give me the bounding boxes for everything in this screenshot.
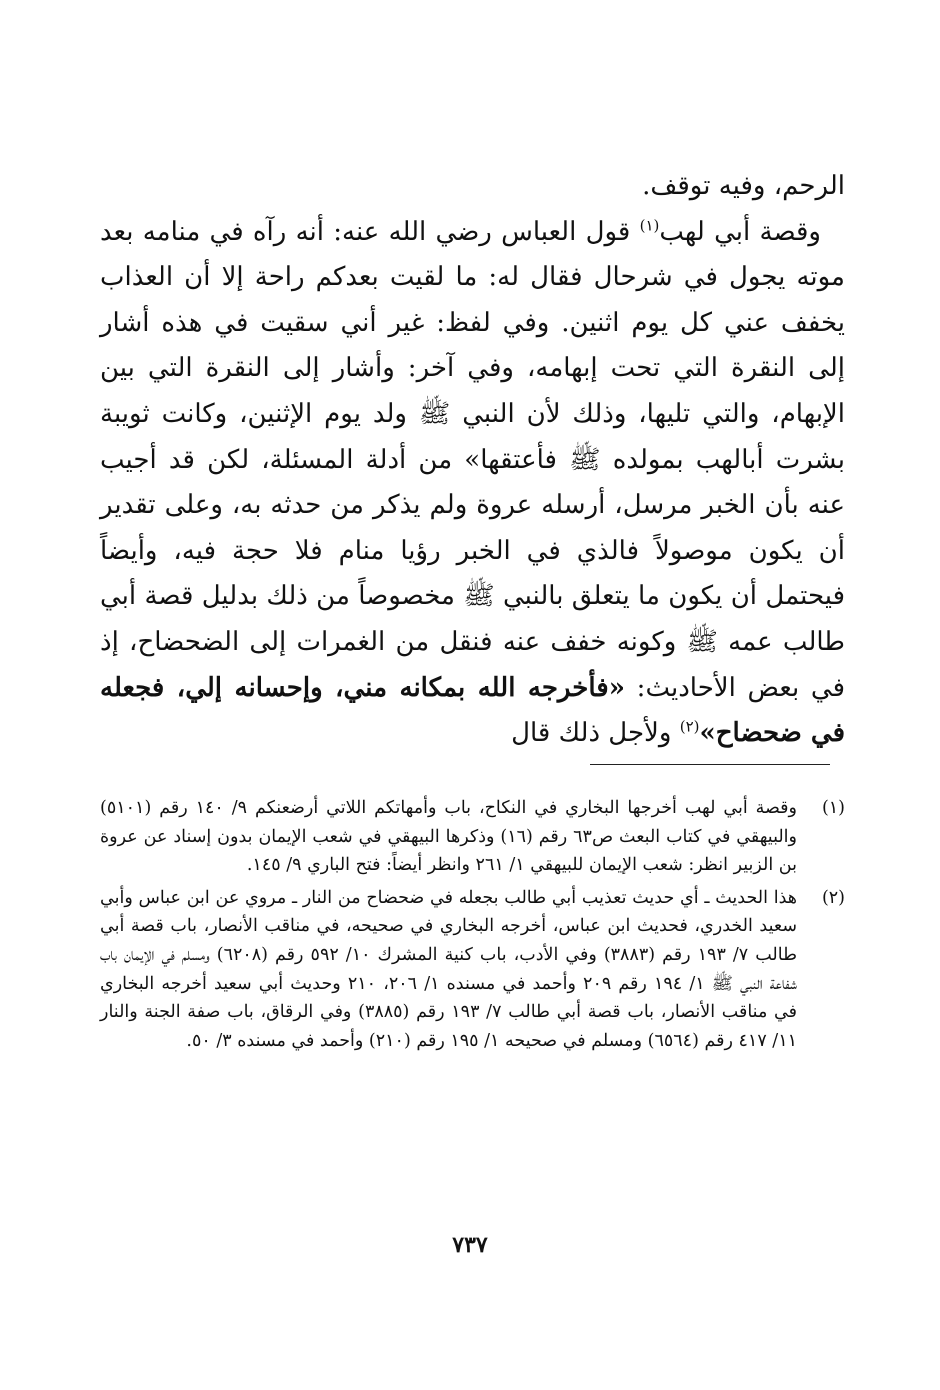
paragraph-2-part-2: قول العباس رضي الله عنه: أنه رآه في منامه بعد موته يجول في شرحال فقال له: ما لقيت بعدكم راحة إلا أن العذاب يخفف عني كل يوم اثنين. وفي لفظ: غير أني سقيت في هذه أشار إلى النقرة التي تحت إبهامه، وفي آخر: وأشار إلى النقرة التي بين الإبهام، والتي تليها، وذلك لأن النبي ﷺ ولد يوم الإثنين، وكانت ثويبة بشرت أبالهب بمولده ﷺ فأعتقها» من أدلة المسئلة، لكن قد أجيب عنه بأن الخبر مرسل، أرسله عروة ولم يذكر من حدثه به، وعلى تقدير أن يكون موصولاً فالذي في الخبر رؤيا منام فلا حجة فيه، وأيضاً فيحتمل أن يكون ما يتعلق بالنبي ﷺ مخصوصاً من ذلك بدليل قصة أبي طالب عمه ﷺ وكونه خفف عنه فنقل من الغمرات إلى الضحضاح، إذ في بعض الأحاديث: xyxy=(100,216,845,703)
paragraph-2 xyxy=(100,210,845,757)
paragraph-1: الرحم، وفيه توقف. xyxy=(642,171,845,201)
footnote-2-number: (٢) xyxy=(821,887,845,908)
paragraph-2-part-3: ولأجل ذلك قال xyxy=(511,718,680,749)
footnote-1 xyxy=(100,794,845,880)
footnote-divider xyxy=(590,764,830,765)
main-text-body xyxy=(100,164,845,757)
footnote-ref-1[interactable]: (١) xyxy=(639,215,660,234)
footnote-1-text: وقصة أبي لهب أخرجها البخاري في النكاح، باب وأمهاتكم اللاتي أرضعنكم ٩/ ١٤٠ رقم (٥١٠١) والبيهقي في كتاب البعث ص٦٣ رقم (١٦) وذكرها البيهقي في شعب الإيمان بدون إسناد عن عروة بن الزبير انظر: شعب الإيمان للبيهقي ١/ ٢٦١ وانظر أيضاً: فتح الباري ٩/ ١٤٥. xyxy=(100,798,797,876)
footnote-2-text: هذا الحديث ـ أي حديث تعذيب أبي طالب بجعله في ضحضاح من النار ـ مروي عن ابن عباس وأبي سعيد الخدري، فحديث ابن عباس، أخرجه البخاري في صحيحه، في مناقب الأنصار، باب قصة أبي طالب ٧/ ١٩٣ رقم (٣٨٨٣) وفي الأدب، باب كنية المشرك ١٠/ ٥٩٢ رقم (٦٢٠٨) ومسلم في الإيمان باب شفاعة النبي ﷺ ١/ ١٩٤ رقم ٢٠٩ وأحمد في مسنده ١/ ٢٠٦، ٢١٠ وحديث أبي سعيد أخرجه البخاري في مناقب الأنصار، باب قصة أبي طالب ٧/ ١٩٣ رقم (٣٨٨٥) وفي الرقاق، باب صفة الجنة والنار ١١/ ٤١٧ رقم (٦٥٦٤) ومسلم في صحيحه ١/ ١٩٥ رقم (٢١٠) وأحمد في مسنده ٣/ ٥٠. xyxy=(100,887,798,1051)
page-number: ٧٣٧ xyxy=(452,1232,488,1258)
footnotes-section xyxy=(100,794,845,1055)
footnote-ref-2[interactable]: (٢) xyxy=(679,717,700,736)
hadith-quote: «فأخرجه الله بمكانه مني، وإحسانه إلي، فجعله في ضحضاح» xyxy=(100,672,845,749)
footnote-2 xyxy=(100,884,845,1056)
footnote-1-number: (١) xyxy=(821,798,845,818)
paragraph-2-part-1: وقصة أبي لهب xyxy=(659,216,821,247)
